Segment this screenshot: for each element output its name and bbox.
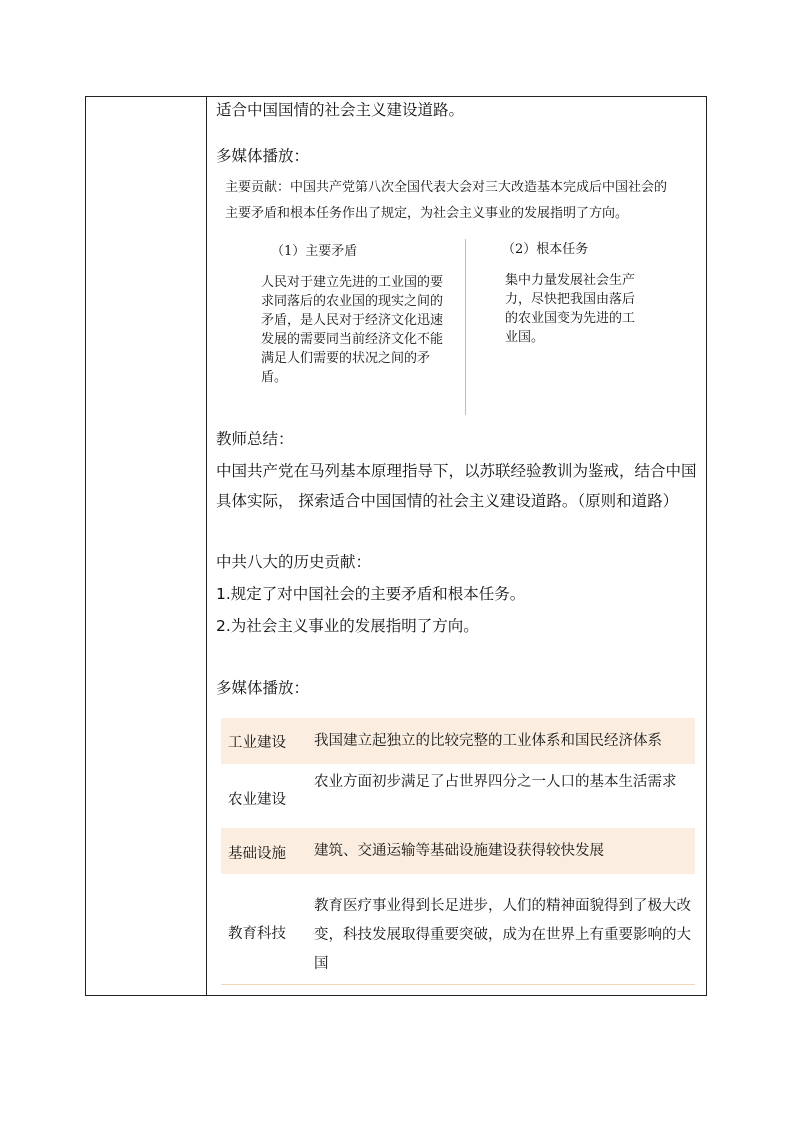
fundamental-task-title: （2）根本任务 <box>502 242 589 257</box>
main-contradiction-body: 人民对于建立先进的工业国的要求同落后的农业国的现实之间的矛盾，是人民对于经济文化迅速发展的需要同当前经济文化不能满足人们需要的状况之间的矛盾。 <box>261 275 444 385</box>
row-content: 我国建立起独立的比较完整的工业体系和国民经济体系 <box>314 733 662 749</box>
row-label: 教育科技 <box>228 926 286 942</box>
media-label: 多媒体播放： <box>216 147 310 165</box>
slide-column-divider <box>465 239 466 415</box>
history-item: 2.为社会主义事业的发展指明了方向。 <box>216 617 479 635</box>
table-row <box>221 874 695 984</box>
content-cell <box>207 97 706 995</box>
media-label: 多媒体播放： <box>216 679 310 697</box>
summary-line: 具体实际， 探索适合中国国情的社会主义建设道路。（原则和道路） <box>216 492 679 510</box>
row-label: 农业建设 <box>228 792 286 808</box>
row-label: 基础设施 <box>228 846 286 862</box>
contribution-line: 主要贡献：中国共产党第八次全国代表大会对三大改造基本完成后中国社会的 <box>225 180 668 195</box>
table-bottom-border <box>221 984 695 985</box>
history-title: 中共八大的历史贡献： <box>216 553 372 571</box>
contribution-line: 主要矛盾和根本任务作出了规定，为社会主义事业的发展指明了方向。 <box>225 206 629 221</box>
summary-line: 中国共产党在马列基本原理指导下，以苏联经验教训为鉴戒，结合中国 <box>216 462 697 480</box>
table-row <box>221 764 695 828</box>
row-content: 农业方面初步满足了占世界四分之一人口的基本生活需求 <box>314 774 677 790</box>
main-contradiction-title: （1）主要矛盾 <box>271 244 358 259</box>
fundamental-task-body: 集中力量发展社会生产力，尽快把我国由落后的农业国变为先进的工业国。 <box>505 273 636 345</box>
row-label: 工业建设 <box>228 735 286 751</box>
teacher-summary-label: 教师总结： <box>216 430 294 448</box>
table-row <box>221 718 695 764</box>
row-content: 建筑、交通运输等基础设施建设获得较快发展 <box>314 843 604 859</box>
table-row <box>221 828 695 874</box>
row-content: 教育医疗事业得到长足进步，人们的精神面貌得到了极大改变，科技发展取得重要突破，成为在世界上有重要影响的大国 <box>314 898 691 972</box>
intro-line: 适合中国国情的社会主义建设道路。 <box>216 101 465 119</box>
lesson-table <box>85 96 707 996</box>
history-item: 1.规定了对中国社会的主要矛盾和根本任务。 <box>216 585 526 603</box>
